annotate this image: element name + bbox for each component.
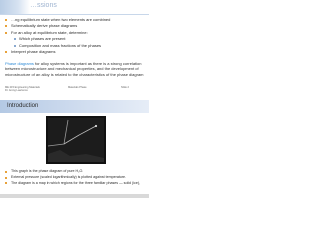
slide-bottom-edge [0,194,149,198]
footer-topic: Materials Phase [68,86,87,89]
bullet-item: For an alloy at equilibrium state, determine: [5,30,145,36]
introduction-list [5,169,145,186]
slide-title-bar [0,100,149,113]
slide-introduction [0,100,149,198]
slide-learning-objectives [0,0,149,94]
critical-point-marker [95,125,97,127]
bullet-item: …ng equilibrium state when two elements are combined [5,17,145,23]
footer-slide-number: Slide 2 [121,86,129,89]
water-phase-diagram-image [46,116,106,164]
footer-instructor: Dr. Arong Lawrence [5,89,28,92]
bullet-item: The diagram is a map in which regions for the three familiar phases — solid (ice), [5,181,145,187]
slide-title: …ssions [30,2,57,9]
bullet-item: This graph is the phase diagram of pure H₂O. [5,169,145,175]
phase-diagram-paragraph [5,61,145,77]
sub-bullet-item: Composition and mass fractions of the phases [5,43,145,49]
title-bar-decoration [0,0,30,15]
title-divider [0,14,149,15]
bullet-item: Interpret phase diagrams [5,49,145,55]
slide-footer [0,86,149,94]
bullet-item: Schematically derive phase diagrams [5,23,145,29]
sub-bullet-item: Which phases are present [5,36,145,42]
footer-course: ME 215 Engineering Materials [5,86,40,89]
paragraph-text: for alloy systems is important as there is a strong correlation between microstructure and mechanical properties, and the development of microstructure of an alloy is related to the characteristics of the phase diagram [5,61,144,77]
bullet-item: External pressure (scaled logarithmically) is plotted against temperature. [5,175,145,181]
objectives-list [5,17,145,55]
footer-course-info [5,86,40,92]
slide-title: Introduction [7,103,39,109]
slide-title-bar [0,0,149,15]
highlighted-term: Phase diagrams [5,61,34,66]
